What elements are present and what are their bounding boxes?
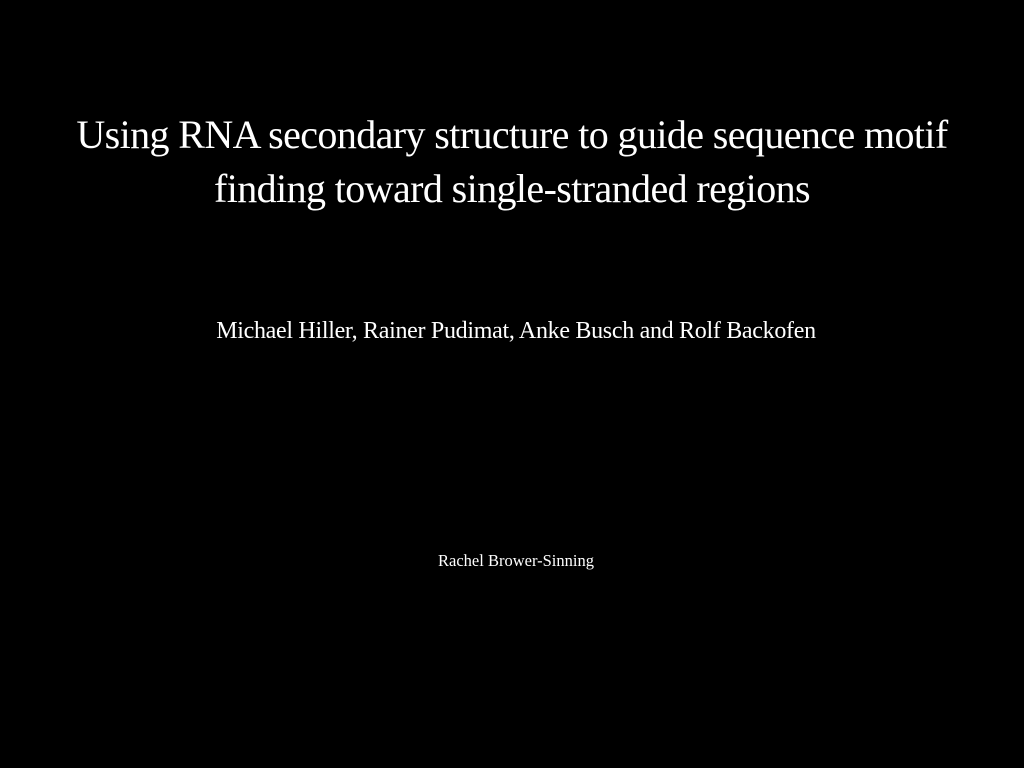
slide-title: Using RNA secondary structure to guide sequence motif finding toward single-stranded regions	[76, 112, 948, 211]
presenter-name: Rachel Brower-Sinning	[438, 551, 594, 570]
authors-line: Michael Hiller, Rainer Pudimat, Anke Busch and Rolf Backofen	[216, 318, 816, 344]
